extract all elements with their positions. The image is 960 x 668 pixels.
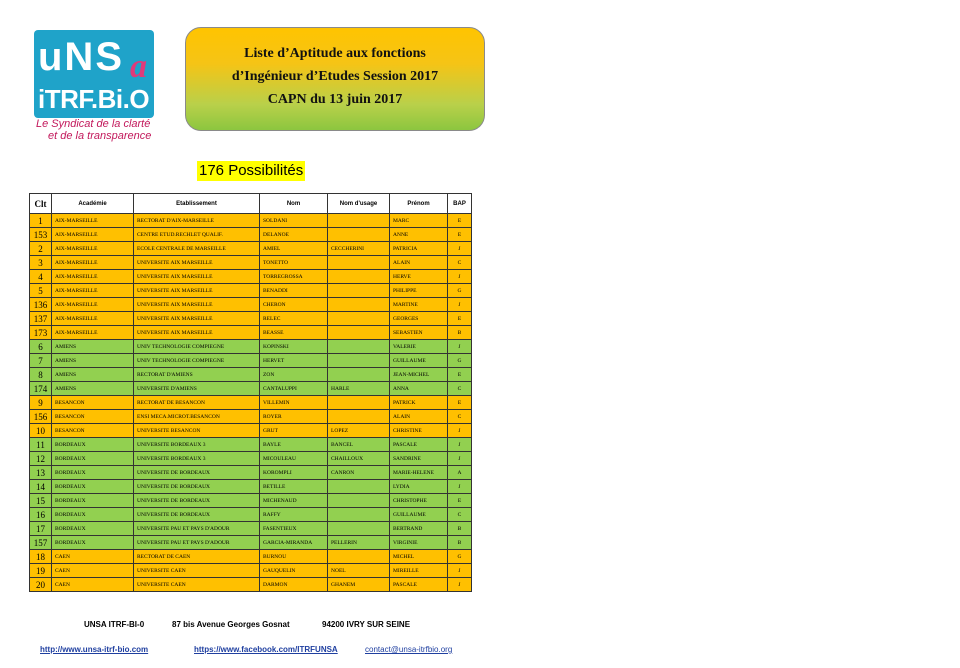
cell-nom: TONETTO xyxy=(260,256,328,270)
cell-academie: AIX-MARSEILLE xyxy=(52,312,134,326)
cell-academie: BESANCON xyxy=(52,424,134,438)
column-header-etablissement: Etablissement xyxy=(134,194,260,214)
cell-bap: E xyxy=(448,494,472,508)
cell-prenom: LYDIA xyxy=(390,480,448,494)
cell-etablissement: UNIVERSITE AIX MARSEILLE xyxy=(134,312,260,326)
title-line-3: CAPN du 13 juin 2017 xyxy=(267,92,403,107)
cell-etablissement: UNIVERSITE DE BORDEAUX xyxy=(134,480,260,494)
cell-academie: AIX-MARSEILLE xyxy=(52,256,134,270)
cell-prenom: JEAN-MICHEL xyxy=(390,368,448,382)
cell-academie: AMIENS xyxy=(52,368,134,382)
cell-prenom: MICHEL xyxy=(390,550,448,564)
cell-academie: BORDEAUX xyxy=(52,480,134,494)
cell-prenom: PASCALE xyxy=(390,578,448,592)
table-row xyxy=(30,326,472,340)
possibilities-count: 176 Possibilités xyxy=(199,162,304,179)
cell-clt: 12 xyxy=(30,452,52,466)
cell-nom: BETILLE xyxy=(260,480,328,494)
cell-etablissement: RECTORAT DE CAEN xyxy=(134,550,260,564)
cell-nom-usage xyxy=(328,396,390,410)
cell-etablissement: UNIVERSITE AIX MARSEILLE xyxy=(134,284,260,298)
cell-academie: AIX-MARSEILLE xyxy=(52,214,134,228)
cell-etablissement: UNIVERSITE BORDEAUX 3 xyxy=(134,438,260,452)
table-row xyxy=(30,396,472,410)
cell-clt: 15 xyxy=(30,494,52,508)
cell-nom: SOLDANI xyxy=(260,214,328,228)
email-link[interactable]: contact@unsa-itrfbio.org xyxy=(365,645,453,654)
cell-prenom: MARTINE xyxy=(390,298,448,312)
cell-etablissement: UNIV TECHNOLOGIE COMPIEGNE xyxy=(134,354,260,368)
table-row xyxy=(30,312,472,326)
cell-academie: AMIENS xyxy=(52,382,134,396)
footer-street: 87 bis Avenue Georges Gosnat xyxy=(172,620,290,629)
cell-bap: C xyxy=(448,508,472,522)
cell-academie: AIX-MARSEILLE xyxy=(52,326,134,340)
cell-clt: 4 xyxy=(30,270,52,284)
cell-nom: GAUQUELIN xyxy=(260,564,328,578)
cell-nom: RAFFY xyxy=(260,508,328,522)
cell-etablissement: UNIVERSITE PAU ET PAYS D'ADOUR xyxy=(134,522,260,536)
cell-clt: 18 xyxy=(30,550,52,564)
cell-academie: BORDEAUX xyxy=(52,438,134,452)
table-row xyxy=(30,382,472,396)
cell-nom-usage xyxy=(328,354,390,368)
table-row xyxy=(30,452,472,466)
cell-bap: E xyxy=(448,312,472,326)
cell-bap: G xyxy=(448,284,472,298)
cell-nom-usage: CECCHERINI xyxy=(328,242,390,256)
cell-nom: BURNOU xyxy=(260,550,328,564)
table-row xyxy=(30,438,472,452)
cell-nom-usage xyxy=(328,214,390,228)
cell-bap: C xyxy=(448,256,472,270)
cell-bap: J xyxy=(448,340,472,354)
cell-prenom: ALAIN xyxy=(390,256,448,270)
logo-background xyxy=(34,30,154,118)
table-row xyxy=(30,466,472,480)
cell-nom: BENADDI xyxy=(260,284,328,298)
cell-clt: 153 xyxy=(30,228,52,242)
cell-nom: DARMON xyxy=(260,578,328,592)
cell-nom-usage xyxy=(328,410,390,424)
cell-prenom: CHRISTOPHE xyxy=(390,494,448,508)
table-row xyxy=(30,340,472,354)
cell-nom-usage xyxy=(328,312,390,326)
cell-bap: C xyxy=(448,382,472,396)
cell-nom: MICOULEAU xyxy=(260,452,328,466)
cell-clt: 3 xyxy=(30,256,52,270)
cell-etablissement: UNIVERSITE D'AMIENS xyxy=(134,382,260,396)
cell-bap: J xyxy=(448,480,472,494)
cell-nom: AMIEL xyxy=(260,242,328,256)
cell-etablissement: UNIVERSITE AIX MARSEILLE xyxy=(134,298,260,312)
logo-tagline-1: Le Syndicat de la clarté xyxy=(36,118,151,130)
cell-academie: BORDEAUX xyxy=(52,536,134,550)
cell-nom-usage xyxy=(328,256,390,270)
cell-clt: 20 xyxy=(30,578,52,592)
cell-bap: E xyxy=(448,396,472,410)
cell-bap: G xyxy=(448,550,472,564)
column-header-nom-usage: Nom d'usage xyxy=(328,194,390,214)
cell-etablissement: CENTRE ETUD.RECHLET QUALIF. xyxy=(134,228,260,242)
cell-bap: J xyxy=(448,424,472,438)
cell-nom: GRUT xyxy=(260,424,328,438)
cell-nom-usage: CHAILLOUX xyxy=(328,452,390,466)
cell-prenom: ANNA xyxy=(390,382,448,396)
cell-clt: 136 xyxy=(30,298,52,312)
cell-nom: BEASSE xyxy=(260,326,328,340)
cell-clt: 17 xyxy=(30,522,52,536)
cell-academie: BORDEAUX xyxy=(52,508,134,522)
cell-etablissement: ENSI MECA.MICROT.BESANCON xyxy=(134,410,260,424)
table-row xyxy=(30,228,472,242)
cell-clt: 1 xyxy=(30,214,52,228)
cell-nom-usage xyxy=(328,368,390,382)
cell-clt: 5 xyxy=(30,284,52,298)
table-row xyxy=(30,270,472,284)
cell-academie: BORDEAUX xyxy=(52,494,134,508)
cell-etablissement: UNIVERSITE AIX MARSEILLE xyxy=(134,256,260,270)
cell-prenom: VALERIE xyxy=(390,340,448,354)
table-row xyxy=(30,354,472,368)
table-row xyxy=(30,522,472,536)
cell-nom-usage xyxy=(328,340,390,354)
cell-prenom: VIRGINIE xyxy=(390,536,448,550)
aptitude-table xyxy=(29,193,472,592)
cell-prenom: ANNE xyxy=(390,228,448,242)
cell-academie: AIX-MARSEILLE xyxy=(52,284,134,298)
cell-academie: AIX-MARSEILLE xyxy=(52,298,134,312)
cell-etablissement: UNIVERSITE BORDEAUX 3 xyxy=(134,452,260,466)
table-row xyxy=(30,578,472,592)
cell-nom-usage xyxy=(328,494,390,508)
cell-academie: BORDEAUX xyxy=(52,466,134,480)
cell-clt: 173 xyxy=(30,326,52,340)
cell-nom-usage: PELLERIN xyxy=(328,536,390,550)
cell-bap: J xyxy=(448,564,472,578)
column-header-nom: Nom xyxy=(260,194,328,214)
cell-academie: CAEN xyxy=(52,564,134,578)
cell-etablissement: UNIV TECHNOLOGIE COMPIEGNE xyxy=(134,340,260,354)
cell-clt: 10 xyxy=(30,424,52,438)
cell-etablissement: UNIVERSITE AIX MARSEILLE xyxy=(134,270,260,284)
table-row xyxy=(30,256,472,270)
table-row xyxy=(30,242,472,256)
cell-clt: 2 xyxy=(30,242,52,256)
cell-prenom: SEBASTIEN xyxy=(390,326,448,340)
cell-etablissement: UNIVERSITE PAU ET PAYS D'ADOUR xyxy=(134,536,260,550)
facebook-link[interactable]: https://www.facebook.com/ITRFUNSA xyxy=(194,645,338,654)
cell-bap: B xyxy=(448,536,472,550)
cell-bap: J xyxy=(448,452,472,466)
cell-nom: GARCIA-MIRANDA xyxy=(260,536,328,550)
cell-prenom: HERVE xyxy=(390,270,448,284)
footer-org: UNSA ITRF-BI-0 xyxy=(84,620,145,629)
cell-bap: J xyxy=(448,270,472,284)
cell-etablissement: RECTORAT DE BESANCON xyxy=(134,396,260,410)
title-box xyxy=(185,27,485,131)
table-row xyxy=(30,508,472,522)
cell-nom: HERVET xyxy=(260,354,328,368)
cell-nom: VILLEMIN xyxy=(260,396,328,410)
table-row xyxy=(30,424,472,438)
cell-clt: 137 xyxy=(30,312,52,326)
cell-nom-usage: NOEL xyxy=(328,564,390,578)
title-line-2: d’Ingénieur d’Etudes Session 2017 xyxy=(231,69,439,84)
footer-city: 94200 IVRY SUR SEINE xyxy=(322,620,411,629)
cell-nom-usage xyxy=(328,508,390,522)
cell-etablissement: UNIVERSITE AIX MARSEILLE xyxy=(134,326,260,340)
cell-academie: AIX-MARSEILLE xyxy=(52,242,134,256)
cell-bap: G xyxy=(448,354,472,368)
cell-prenom: PHILIPPE xyxy=(390,284,448,298)
cell-academie: BORDEAUX xyxy=(52,452,134,466)
cell-nom-usage xyxy=(328,284,390,298)
cell-nom-usage xyxy=(328,550,390,564)
cell-academie: BESANCON xyxy=(52,410,134,424)
cell-bap: J xyxy=(448,298,472,312)
cell-clt: 19 xyxy=(30,564,52,578)
cell-academie: AIX-MARSEILLE xyxy=(52,228,134,242)
cell-academie: CAEN xyxy=(52,550,134,564)
cell-nom-usage xyxy=(328,270,390,284)
cell-nom-usage xyxy=(328,480,390,494)
cell-clt: 7 xyxy=(30,354,52,368)
cell-academie: AMIENS xyxy=(52,354,134,368)
cell-nom-usage xyxy=(328,298,390,312)
logo-itrf-bio: iTRF.Bi.O xyxy=(38,84,150,114)
cell-clt: 156 xyxy=(30,410,52,424)
cell-nom-usage: GHANEM xyxy=(328,578,390,592)
cell-academie: AMIENS xyxy=(52,340,134,354)
cell-nom-usage xyxy=(328,228,390,242)
cell-nom-usage: BANCEL xyxy=(328,438,390,452)
cell-clt: 16 xyxy=(30,508,52,522)
website-link[interactable]: http://www.unsa-itrf-bio.com xyxy=(40,645,149,654)
cell-nom-usage: HARLE xyxy=(328,382,390,396)
cell-etablissement: RECTORAT D'AMIENS xyxy=(134,368,260,382)
cell-bap: J xyxy=(448,438,472,452)
cell-academie: BESANCON xyxy=(52,396,134,410)
cell-etablissement: UNIVERSITE CAEN xyxy=(134,578,260,592)
table-row xyxy=(30,536,472,550)
cell-prenom: ALAIN xyxy=(390,410,448,424)
cell-prenom: GEORGES xyxy=(390,312,448,326)
cell-clt: 157 xyxy=(30,536,52,550)
cell-etablissement: UNIVERSITE DE BORDEAUX xyxy=(134,494,260,508)
cell-clt: 174 xyxy=(30,382,52,396)
table-row xyxy=(30,214,472,228)
table-row xyxy=(30,480,472,494)
column-header-bap: BAP xyxy=(448,194,472,214)
cell-bap: C xyxy=(448,410,472,424)
cell-bap: B xyxy=(448,326,472,340)
cell-etablissement: ECOLE CENTRALE DE MARSEILLE xyxy=(134,242,260,256)
table-row xyxy=(30,298,472,312)
cell-prenom: CHRISTINE xyxy=(390,424,448,438)
cell-clt: 13 xyxy=(30,466,52,480)
cell-prenom: PASCALE xyxy=(390,438,448,452)
cell-bap: J xyxy=(448,578,472,592)
cell-etablissement: UNIVERSITE BESANCON xyxy=(134,424,260,438)
cell-nom-usage xyxy=(328,522,390,536)
cell-etablissement: UNIVERSITE DE BORDEAUX xyxy=(134,508,260,522)
table-row xyxy=(30,494,472,508)
cell-nom: FASENTIEUX xyxy=(260,522,328,536)
cell-clt: 11 xyxy=(30,438,52,452)
cell-nom-usage xyxy=(328,326,390,340)
cell-nom: KOPINSKI xyxy=(260,340,328,354)
cell-nom: CANTALUPPI xyxy=(260,382,328,396)
table-row xyxy=(30,550,472,564)
cell-academie: CAEN xyxy=(52,578,134,592)
cell-etablissement: UNIVERSITE DE BORDEAUX xyxy=(134,466,260,480)
logo-tagline-2: et de la transparence xyxy=(48,130,152,142)
cell-prenom: MARIE-HELENE xyxy=(390,466,448,480)
cell-academie: BORDEAUX xyxy=(52,522,134,536)
unsa-logo xyxy=(34,30,154,142)
cell-bap: B xyxy=(448,522,472,536)
cell-bap: E xyxy=(448,228,472,242)
cell-bap: E xyxy=(448,214,472,228)
cell-prenom: GUILLAUME xyxy=(390,508,448,522)
logo-letter-a: a xyxy=(130,48,147,85)
column-header-clt: Clt xyxy=(30,194,52,214)
cell-academie: AIX-MARSEILLE xyxy=(52,270,134,284)
cell-nom: CHERON xyxy=(260,298,328,312)
cell-prenom: PATRICIA xyxy=(390,242,448,256)
cell-etablissement: UNIVERSITE CAEN xyxy=(134,564,260,578)
cell-bap: E xyxy=(448,368,472,382)
cell-nom-usage: CANRON xyxy=(328,466,390,480)
cell-clt: 6 xyxy=(30,340,52,354)
logo-letters: uNS xyxy=(38,35,124,79)
cell-nom: ROYER xyxy=(260,410,328,424)
cell-nom-usage: LOPEZ xyxy=(328,424,390,438)
title-line-1: Liste d’Aptitude aux fonctions xyxy=(244,46,426,61)
cell-etablissement: RECTORAT D'AIX-MARSEILLE xyxy=(134,214,260,228)
cell-nom: DELANOE xyxy=(260,228,328,242)
cell-bap: J xyxy=(448,242,472,256)
table-row xyxy=(30,564,472,578)
cell-nom: RELEC xyxy=(260,312,328,326)
table-header-row xyxy=(30,194,472,214)
column-header-academie: Académie xyxy=(52,194,134,214)
cell-prenom: GUILLAUME xyxy=(390,354,448,368)
cell-clt: 8 xyxy=(30,368,52,382)
cell-nom: KOROMPLI xyxy=(260,466,328,480)
table-row xyxy=(30,410,472,424)
cell-nom: BAYLE xyxy=(260,438,328,452)
cell-prenom: PATRICK xyxy=(390,396,448,410)
cell-prenom: SANDRINE xyxy=(390,452,448,466)
cell-prenom: BERTRAND xyxy=(390,522,448,536)
cell-nom: TORREGROSSA xyxy=(260,270,328,284)
cell-prenom: MIREILLE xyxy=(390,564,448,578)
cell-bap: A xyxy=(448,466,472,480)
cell-clt: 14 xyxy=(30,480,52,494)
table-body xyxy=(30,214,472,592)
table-row xyxy=(30,284,472,298)
cell-nom: ZON xyxy=(260,368,328,382)
cell-clt: 9 xyxy=(30,396,52,410)
cell-prenom: MARC xyxy=(390,214,448,228)
column-header-prenom: Prénom xyxy=(390,194,448,214)
table-row xyxy=(30,368,472,382)
cell-nom: MICHENAUD xyxy=(260,494,328,508)
